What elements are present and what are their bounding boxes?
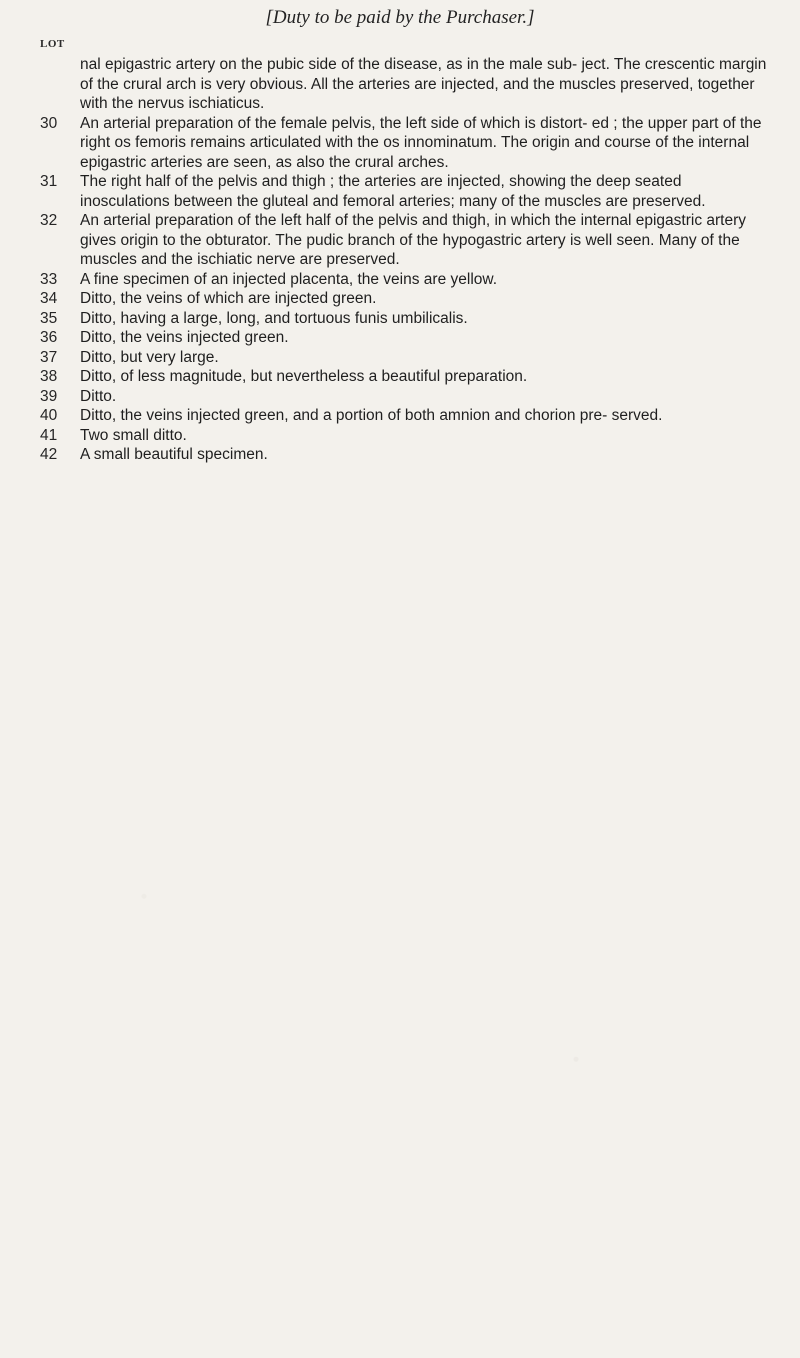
lot-number: 32 (40, 212, 58, 229)
lot-column-label: LOT (40, 38, 65, 50)
lot-entry-35 (40, 309, 775, 329)
lot-number: 38 (40, 368, 58, 385)
lot-description: A fine specimen of an injected placenta, the veins are yellow. (80, 270, 498, 288)
lot-description: Ditto, having a large, long, and tortuous funis umbilicalis. (80, 309, 468, 327)
lot-entry-42 (40, 445, 775, 465)
lot-number: 35 (40, 309, 58, 327)
lot-entry-32 (40, 211, 775, 270)
lot-number: 34 (40, 290, 58, 307)
lot-description: Ditto, but very large. (80, 348, 219, 366)
lot-entry-38 (40, 367, 775, 387)
lot-entry-continued (40, 55, 775, 114)
lot-entry-37 (40, 348, 775, 368)
lot-description: The right half of the pelvis and thigh ; the arteries are injected, showing the deep seated inosculations between the gluteal and femoral arteries; many of the muscles are preserved. (80, 173, 706, 210)
lot-description: Ditto. (80, 387, 117, 405)
lot-number: 31 (40, 173, 58, 190)
lot-number: 36 (40, 329, 58, 346)
lot-number: 37 (40, 348, 58, 366)
lot-number: 41 (40, 426, 58, 444)
lot-number: 33 (40, 270, 58, 288)
lot-entries (40, 55, 775, 465)
lot-number: 30 (40, 114, 58, 132)
lot-description: Ditto, the veins injected green. (80, 329, 289, 346)
lot-description: Ditto, the veins injected green, and a portion of both amnion and chorion pre- served. (80, 407, 663, 424)
page-header: [Duty to be paid by the Purchaser.] (265, 7, 535, 28)
lot-entry-40 (40, 406, 775, 426)
lot-entry-30 (40, 114, 775, 173)
lot-entry-31 (40, 172, 775, 211)
lot-description: Ditto, the veins of which are injected green. (80, 290, 377, 307)
lot-entry-41 (40, 426, 775, 446)
lot-entry-36 (40, 328, 775, 348)
lot-number: 42 (40, 446, 58, 463)
lot-entry-33 (40, 270, 775, 290)
lot-entry-39 (40, 387, 775, 407)
lot-description: An arterial preparation of the female pelvis, the left side of which is distort- ed ; the upper part of the right os femoris remains articulated with the os innominatum. The origin and course of the internal epigastric arteries are seen, as also the crural arches. (80, 114, 762, 171)
lot-description: A small beautiful specimen. (80, 446, 268, 463)
lot-entry-34 (40, 289, 775, 309)
lot-description: Ditto, of less magnitude, but nevertheless a beautiful preparation. (80, 368, 528, 385)
lot-number: 40 (40, 407, 58, 424)
lot-description: An arterial preparation of the left half of the pelvis and thigh, in which the internal epigastric artery gives origin to the obturator. The pudic branch of the hypogastric artery is well seen. Many of the muscles and the ischiatic nerve are preserved. (80, 212, 747, 268)
lot-description: nal epigastric artery on the pubic side of the disease, as in the male sub- ject. The crescentic margin of the crural arch is very obvious. All the arteries are injected, and the muscles preserved, together with the nervus ischiaticus. (80, 56, 767, 112)
lot-number: 39 (40, 387, 58, 405)
lot-description: Two small ditto. (80, 426, 187, 444)
